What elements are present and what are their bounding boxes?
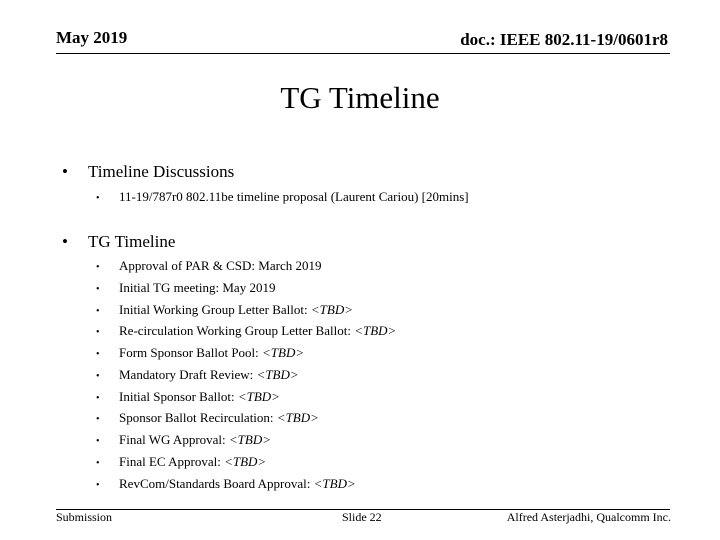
bullet: • (96, 480, 100, 491)
bullet: • (62, 162, 68, 181)
list-item-text: Final EC Approval: (119, 454, 225, 469)
list-item-tbd: <TBD> (237, 389, 280, 404)
list-item (96, 432, 271, 450)
bullet: • (96, 393, 100, 404)
list-item (96, 280, 275, 298)
list-item-text: Initial Sponsor Ballot: (119, 389, 238, 404)
bullet: • (62, 232, 68, 251)
section-heading-label: TG Timeline (88, 232, 176, 251)
list-item-tbd: <TBD> (256, 367, 299, 382)
list-item-tbd: <TBD> (262, 345, 305, 360)
bullet: • (96, 371, 100, 382)
list-item-tbd: <TBD> (276, 410, 319, 425)
list-item-tbd: <TBD> (354, 323, 397, 338)
list-item (96, 389, 280, 407)
header-date: May 2019 (56, 28, 128, 47)
bullet: • (96, 414, 100, 425)
list-item-text: RevCom/Standards Board Approval: (119, 476, 314, 491)
bullet: • (96, 458, 100, 469)
list-item (96, 189, 469, 207)
list-item-text: Initial Working Group Letter Ballot: (119, 302, 311, 317)
list-item (96, 476, 356, 494)
slide-title: TG Timeline (280, 80, 440, 115)
footer-author: Alfred Asterjadhi, Qualcomm Inc. (506, 510, 671, 524)
list-item-tbd: <TBD> (228, 432, 271, 447)
bullet: • (96, 306, 100, 317)
list-item (96, 410, 319, 428)
list-item (96, 323, 396, 341)
bullet: • (96, 327, 100, 338)
list-item-text: Mandatory Draft Review: (119, 367, 257, 382)
section-heading-timeline-discussions (62, 161, 234, 183)
list-item (96, 345, 304, 363)
list-item-text: Re-circulation Working Group Letter Ballot: (119, 323, 355, 338)
bullet: • (96, 436, 100, 447)
header-doc-id: doc.: IEEE 802.11-19/0601r8 (460, 30, 668, 49)
bullet: • (96, 284, 100, 295)
list-item-text: Form Sponsor Ballot Pool: (119, 345, 263, 360)
section-heading-tg-timeline (62, 231, 175, 253)
list-item (96, 454, 266, 472)
section-heading-label: Timeline Discussions (88, 162, 235, 181)
list-item-text: Final WG Approval: (119, 432, 229, 447)
bullet: • (96, 193, 100, 204)
bullet: • (96, 349, 100, 360)
list-item-text: Sponsor Ballot Recirculation: (119, 410, 277, 425)
list-item-tbd: <TBD> (313, 476, 356, 491)
list-item (96, 258, 321, 276)
list-item-text: Approval of PAR & CSD: March 2019 (119, 258, 322, 273)
bullet: • (96, 262, 100, 273)
list-item (96, 367, 299, 385)
list-item-text: 11-19/787r0 802.11be timeline proposal (Laurent Cariou) [20mins] (119, 189, 469, 204)
list-item-tbd: <TBD> (224, 454, 267, 469)
footer-slide-number: Slide 22 (342, 510, 382, 524)
footer-submission: Submission (56, 510, 113, 524)
list-item (96, 302, 353, 320)
header-rule (56, 53, 670, 54)
list-item-tbd: <TBD> (310, 302, 353, 317)
list-item-text: Initial TG meeting: May 2019 (119, 280, 276, 295)
